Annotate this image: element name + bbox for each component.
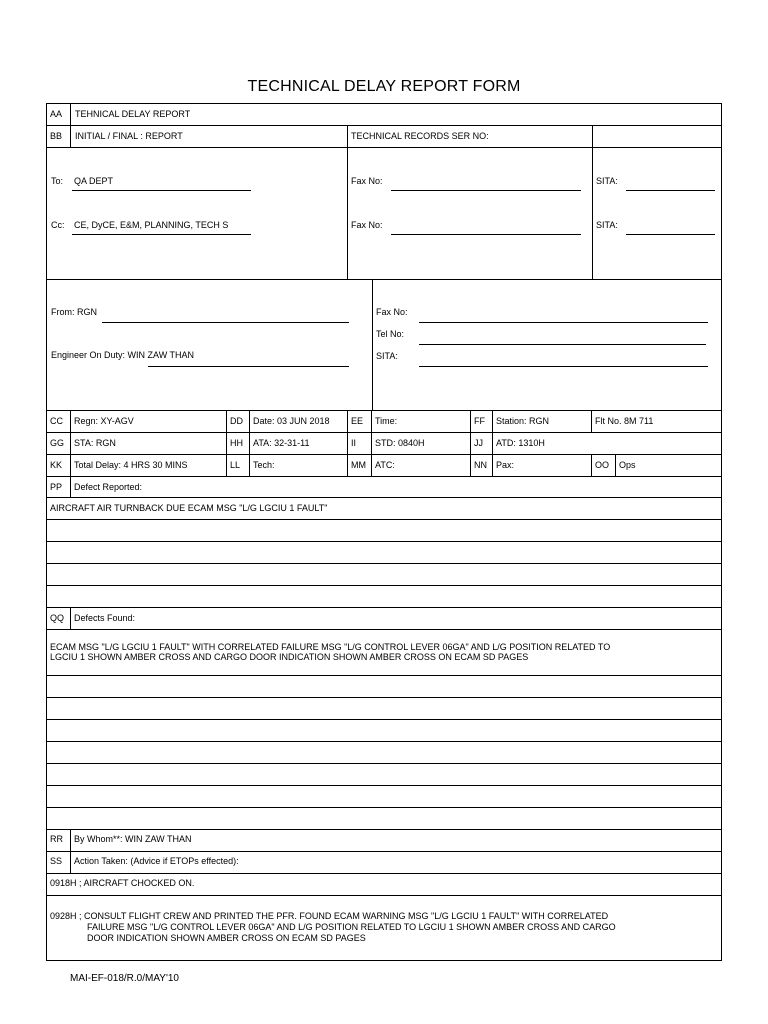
kk-code: KK [50, 460, 63, 470]
aa-text: TEHNICAL DELAY REPORT [75, 109, 191, 119]
action-line-2b: FAILURE MSG "L/G CONTROL LEVER 06GA" AND L/G POSITION RELATED TO LGCIU 1 SHOWN AMBER CROSS AND CARGO [87, 922, 616, 932]
rr-code: RR [50, 834, 63, 844]
from-sita-label: SITA: [376, 351, 398, 361]
cc-fax-field[interactable] [391, 234, 581, 235]
action-line-1: 0918H ; AIRCRAFT CHOCKED ON. [50, 878, 195, 888]
from-sita-field[interactable] [419, 366, 708, 367]
form-title: TECHNICAL DELAY REPORT FORM [247, 78, 521, 95]
from-label: From: RGN [51, 307, 97, 317]
cc-sita-label: SITA: [596, 220, 618, 230]
time-field: Time: [375, 416, 398, 426]
from-tel-field[interactable] [419, 344, 706, 345]
station-field: Station: RGN [496, 416, 550, 426]
cc-sita-field[interactable] [626, 234, 715, 235]
sta-field: STA: RGN [74, 438, 116, 448]
to-sita-label: SITA: [596, 176, 618, 186]
jj-code: JJ [474, 438, 483, 448]
dd-code: DD [230, 416, 243, 426]
qq-code: QQ [50, 613, 65, 623]
oo-code: OO [595, 460, 610, 470]
std-field: STD: 0840H [375, 438, 425, 448]
to-value: QA DEPT [74, 176, 114, 186]
gg-code: GG [50, 438, 65, 448]
atc-field: ATC: [375, 460, 395, 470]
action-line-2c: DOOR INDICATION SHOWN AMBER CROSS ON ECAM SD PAGES [87, 933, 366, 943]
defects-found-line-1: ECAM MSG "L/G LGCIU 1 FAULT" WITH CORRELATED FAILURE MSG "L/G CONTROL LEVER 06GA" AND L/G POSITION RELATED TO [50, 642, 611, 652]
to-fax-label: Fax No: [351, 176, 383, 186]
to-fax-field[interactable] [391, 190, 581, 191]
hh-code: HH [230, 438, 243, 448]
records-ser-label: TECHNICAL RECORDS SER NO: [351, 131, 489, 141]
from-fax-field[interactable] [419, 322, 708, 323]
nn-code: NN [474, 460, 487, 470]
aa-code: AA [50, 109, 63, 119]
engineer-on-duty: Engineer On Duty: WIN ZAW THAN [51, 350, 195, 360]
cc-value: CE, DyCE, E&M, PLANNING, TECH S [74, 220, 229, 230]
bb-text: INITIAL / FINAL : REPORT [75, 131, 183, 141]
by-whom-field: By Whom**: WIN ZAW THAN [74, 834, 192, 844]
action-line-2a: 0928H ; CONSULT FLIGHT CREW AND PRINTED THE PFR. FOUND ECAM WARNING MSG "L/G LGCIU 1 FAULT" WITH CORRELATED [50, 911, 609, 921]
cc-fax-label: Fax No: [351, 220, 383, 230]
to-sita-field[interactable] [626, 190, 715, 191]
form-table [46, 103, 722, 961]
ll-code: LL [230, 460, 241, 470]
action-taken-label: Action Taken: (Advice if ETOPs effected): [74, 856, 239, 866]
from-tel-label: Tel No: [376, 329, 405, 339]
to-label: To: [51, 176, 64, 186]
defect-reported-text: AIRCRAFT AIR TURNBACK DUE ECAM MSG "L/G LGCIU 1 FAULT" [50, 503, 328, 513]
cc-code: CC [50, 416, 63, 426]
flight-number-field: Flt No. 8M 711 [595, 416, 654, 426]
pax-field: Pax: [496, 460, 515, 470]
ops-field: Ops [619, 460, 636, 470]
total-delay-field: Total Delay: 4 HRS 30 MINS [74, 460, 188, 470]
regn-field: Regn: XY-AGV [74, 416, 134, 426]
ata-field: ATA: 32-31-11 [253, 438, 310, 448]
defects-found-line-2: LGCIU 1 SHOWN AMBER CROSS AND CARGO DOOR INDICATION SHOWN AMBER CROSS ON ECAM SD PAGES [50, 652, 529, 662]
tech-field: Tech: [253, 460, 275, 470]
from-fax-label: Fax No: [376, 307, 408, 317]
mm-code: MM [351, 460, 366, 470]
ss-code: SS [50, 856, 63, 866]
pp-code: PP [50, 482, 63, 492]
cc-label: Cc: [51, 220, 65, 230]
form-footer-code: MAI-EF-018/R.0/MAY'10 [70, 973, 179, 984]
ee-code: EE [351, 416, 364, 426]
defects-found-label: Defects Found: [74, 613, 136, 623]
ff-code: FF [474, 416, 485, 426]
ii-code: II [351, 438, 357, 448]
defect-reported-label: Defect Reported: [74, 482, 143, 492]
bb-code: BB [50, 131, 63, 141]
atd-field: ATD: 1310H [496, 438, 545, 448]
date-field: Date: 03 JUN 2018 [253, 416, 330, 426]
